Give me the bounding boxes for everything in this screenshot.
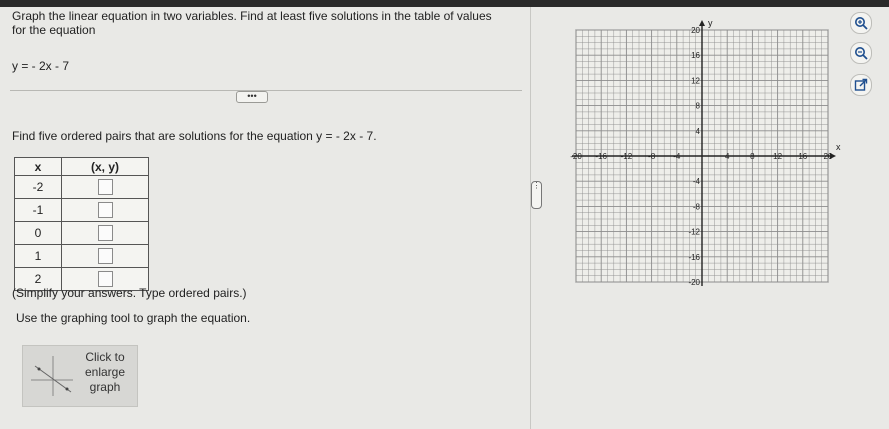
y-tick-label: -4	[692, 177, 700, 187]
find-instruction: Find five ordered pairs that are solutions for the equation y = - 2x - 7.	[12, 129, 377, 143]
graph-thumbnail-icon	[27, 352, 75, 398]
equation: y = - 2x - 7	[12, 59, 70, 73]
graph-instruction: Use the graphing tool to graph the equation.	[16, 311, 251, 325]
more-button[interactable]: •••	[236, 91, 268, 103]
table-row	[15, 199, 149, 222]
x-value: 2	[15, 268, 62, 291]
header-x: x	[15, 158, 62, 176]
y-tick-label: 16	[691, 51, 700, 61]
x-tick-label: -12	[620, 152, 633, 161]
y-tick-label: 20	[691, 26, 700, 35]
ordered-pair-input[interactable]	[98, 225, 113, 241]
zoom-out-icon	[854, 46, 868, 60]
y-tick-label: 8	[695, 101, 700, 111]
top-bar	[0, 0, 889, 7]
enlarge-label-line-1: Click to	[85, 350, 125, 364]
x-value: -2	[15, 176, 62, 199]
ordered-pair-input[interactable]	[98, 248, 113, 264]
y-tick-label: -8	[692, 202, 700, 212]
x-tick-label: 8	[750, 152, 755, 161]
zoom-in-button[interactable]	[850, 12, 872, 34]
y-axis-label: y	[708, 18, 713, 28]
external-link-icon	[854, 78, 868, 92]
table-row	[15, 176, 149, 199]
coordinate-graph[interactable]	[560, 12, 844, 297]
y-tick-label: 4	[695, 126, 700, 136]
y-tick-label: -20	[688, 278, 700, 287]
x-tick-label: 16	[798, 152, 808, 161]
x-value: 0	[15, 222, 62, 245]
enlarge-label-line-3: graph	[89, 380, 121, 394]
question-line-2: for the equation	[12, 23, 96, 37]
ordered-pair-input[interactable]	[98, 179, 113, 195]
table-row	[15, 245, 149, 268]
ordered-pair-input[interactable]	[98, 271, 113, 287]
table-row	[15, 222, 149, 245]
x-tick-label: 4	[724, 152, 730, 161]
x-axis-label: x	[836, 142, 841, 152]
x-tick-label: -8	[648, 152, 656, 161]
zoom-in-icon	[854, 16, 868, 30]
x-tick-label: 12	[773, 152, 783, 161]
x-tick-label: -4	[673, 152, 681, 161]
simplify-note: (Simplify your answers. Type ordered pairs.)	[12, 286, 247, 300]
header-xy: (x, y)	[62, 158, 149, 176]
open-external-button[interactable]	[850, 74, 872, 96]
x-tick-label: 20	[823, 152, 833, 161]
solutions-table	[14, 157, 149, 291]
question-line-1: Graph the linear equation in two variables. Find at least five solutions in the table of values	[12, 9, 492, 23]
y-tick-label: -16	[688, 252, 700, 262]
x-tick-label: -16	[595, 152, 607, 161]
x-value: -1	[15, 199, 62, 222]
y-tick-label: 12	[691, 76, 700, 86]
panel-divider	[530, 7, 531, 429]
x-value: 1	[15, 245, 62, 268]
zoom-out-button[interactable]	[850, 42, 872, 64]
ordered-pair-input[interactable]	[98, 202, 113, 218]
enlarge-label-line-2: enlarge	[84, 365, 126, 379]
x-tick-label: -20	[570, 152, 582, 161]
graph-area[interactable]	[560, 12, 844, 302]
y-tick-label: -12	[688, 227, 700, 237]
panel-resize-handle[interactable]: ⋮	[531, 181, 542, 209]
enlarge-graph-button[interactable]	[22, 345, 138, 407]
